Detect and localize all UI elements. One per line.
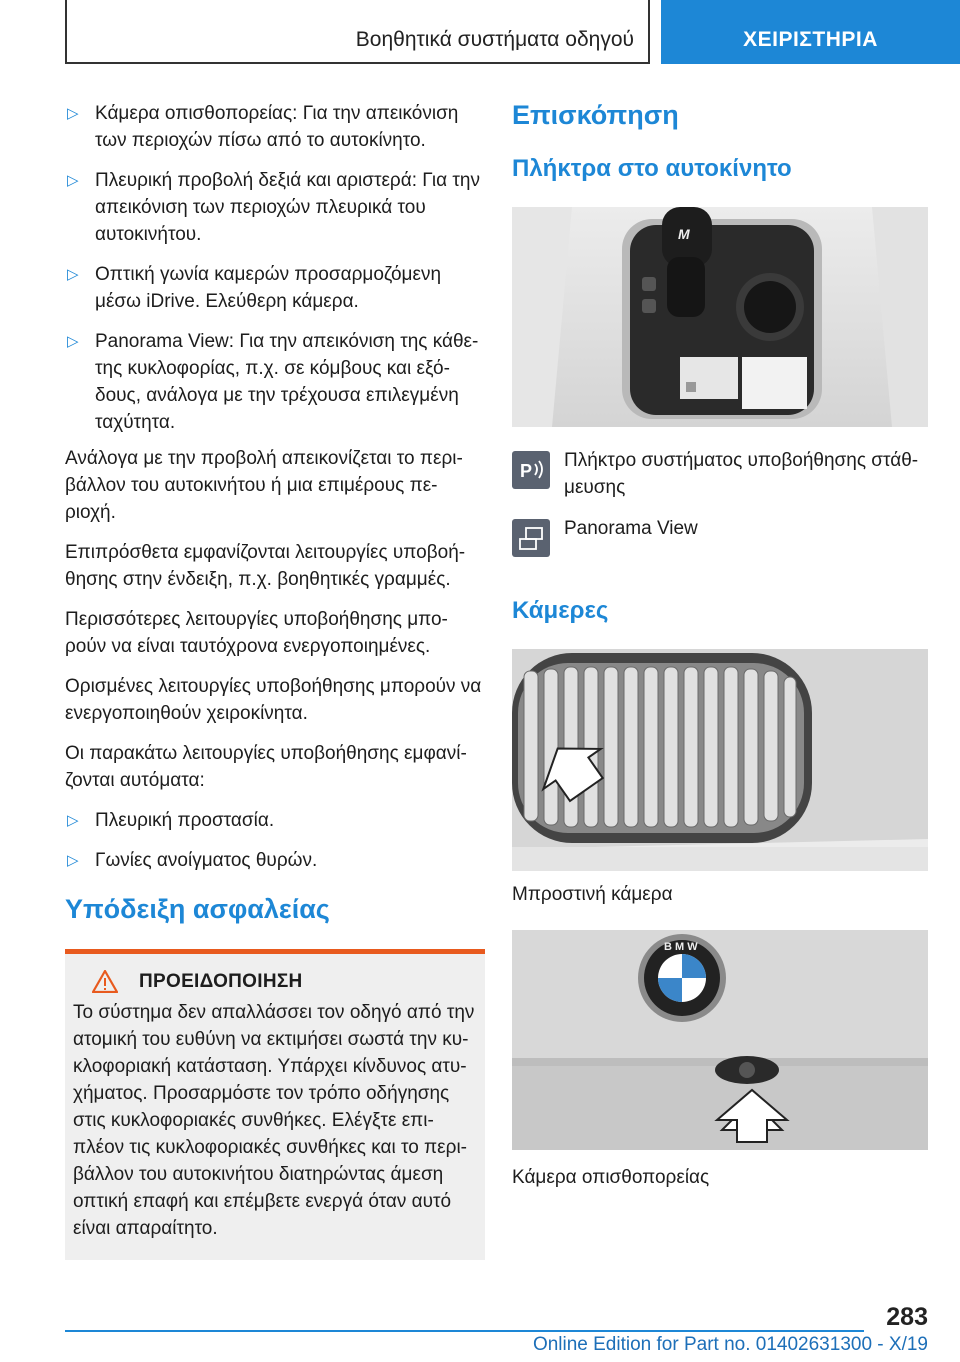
safety-heading: Υπόδειξη ασφαλείας bbox=[65, 894, 330, 924]
paragraph: Ανάλογα με την προβολή απεικονίζεται το περι-βάλλον του αυτοκινήτου ή μια επιμέρους πε-ριοχή. bbox=[65, 448, 463, 523]
buttons-heading: Πλήκτρα στο αυτοκίνητο bbox=[512, 155, 792, 182]
footer-edition: Online Edition for Part no. 01402631300 - X/19 bbox=[532, 1334, 928, 1355]
header-title: Βοηθητικά συστήματα οδηγού bbox=[355, 28, 634, 51]
cameras-heading: Κάμερες bbox=[512, 597, 609, 624]
paragraph: Ορισμένες λειτουργίες υποβοήθησης μπορούν να ενεργοποιηθούν χειροκίνητα. bbox=[65, 676, 482, 724]
left-column bbox=[65, 100, 485, 1260]
paragraph: Οι παρακάτω λειτουργίες υποβοήθησης εμφανί-ζονται αυτόματα: bbox=[65, 743, 467, 791]
bullet-triangle-icon: ▷ bbox=[67, 333, 79, 350]
header-title-box bbox=[65, 0, 650, 64]
bullet-triangle-icon: ▷ bbox=[67, 812, 79, 829]
bullet-triangle-icon: ▷ bbox=[67, 172, 79, 189]
list-item: ▷ Κάμερα οπισθοπορείας: Για την απεικόνιση των περιοχών πίσω από το αυτοκίνητο. bbox=[65, 100, 485, 154]
footer-divider bbox=[65, 1330, 864, 1332]
svg-text:M: M bbox=[678, 226, 690, 242]
warning-text: Το σύστημα δεν απαλλάσσει τον οδηγό από την ατομική του ευθύνη να εκτιμήσει σωστά την κυ-κλοφοριακή κατάσταση. Υπάρχει κίνδυνος ατυ-χήματος. Προσαρμόστε τον τρόπο οδήγησης στις κυκλοφοριακές συνθήκες. Ελέγξτε επι-πλέον τις κυκλοφοριακές συνθήκες και το περι-βάλλον του αυτοκινήτου διατηρώντας άμεση οπτική επαφή και επέμβετε ενεργά όταν αυτό είναι απαραίτητο. bbox=[73, 1002, 475, 1239]
front-camera-image bbox=[512, 649, 928, 871]
list-item: ▷ Γωνίες ανοίγματος θυρών. bbox=[65, 847, 485, 874]
paragraph: Περισσότερες λειτουργίες υποβοήθησης μπο-ρούν να είναι ταυτόχρονα ενεργοποιημένες. bbox=[65, 609, 448, 657]
bullet-triangle-icon: ▷ bbox=[67, 852, 79, 869]
header-section-tab[interactable] bbox=[661, 0, 960, 64]
warning-box bbox=[65, 954, 485, 1260]
overview-heading: Επισκόπηση bbox=[512, 100, 679, 130]
parking-assist-icon bbox=[512, 451, 550, 489]
right-column bbox=[512, 100, 928, 1191]
header-section-tab-label: ΧΕΙΡΙΣΤΗΡΙΑ bbox=[743, 28, 878, 51]
bullet-triangle-icon: ▷ bbox=[67, 266, 79, 283]
rear-camera-caption: Κάμερα οπισθοπορείας bbox=[512, 1167, 710, 1188]
button-item-parking bbox=[512, 447, 928, 501]
svg-text:B M W: B M W bbox=[664, 941, 698, 953]
button-item-panorama bbox=[512, 515, 928, 557]
list-item: ▷ Panorama View: Για την απεικόνιση της κάθε-της κυκλοφορίας, π.χ. σε κόμβους και εξό-δους, ανάλογα με την τρέχουσα επιλεγμένη ταχύτητα. bbox=[65, 328, 485, 436]
list-item: ▷ Πλευρική προβολή δεξιά και αριστερά: Για την απεικόνιση των περιοχών πλευρικά του αυτοκινήτου. bbox=[65, 167, 485, 248]
bullet-triangle-icon: ▷ bbox=[67, 105, 79, 122]
list-item: ▷ Οπτική γωνία καμερών προσαρμοζόμενη μέσω iDrive. Ελεύθερη κάμερα. bbox=[65, 261, 485, 315]
warning-triangle-icon bbox=[85, 970, 125, 993]
button-item-label: Panorama View bbox=[564, 518, 698, 539]
front-camera-caption: Μπροστινή κάμερα bbox=[512, 884, 673, 905]
svg-text:P: P bbox=[520, 461, 533, 481]
panorama-view-icon bbox=[512, 519, 550, 557]
button-item-label: Πλήκτρο συστήματος υποβοήθησης στάθ-μευσης bbox=[564, 450, 919, 498]
list-item: ▷ Πλευρική προστασία. bbox=[65, 807, 485, 834]
paragraph: Επιπρόσθετα εμφανίζονται λειτουργίες υποβοή-θησης στην ένδειξη, π.χ. βοηθητικές γραμμές. bbox=[65, 542, 466, 590]
warning-title: ΠΡΟΕΙΔΟΠΟΙΗΣΗ bbox=[139, 970, 303, 992]
console-image bbox=[512, 207, 928, 427]
page-number: 283 bbox=[886, 1303, 928, 1331]
rear-camera-image bbox=[512, 930, 928, 1150]
